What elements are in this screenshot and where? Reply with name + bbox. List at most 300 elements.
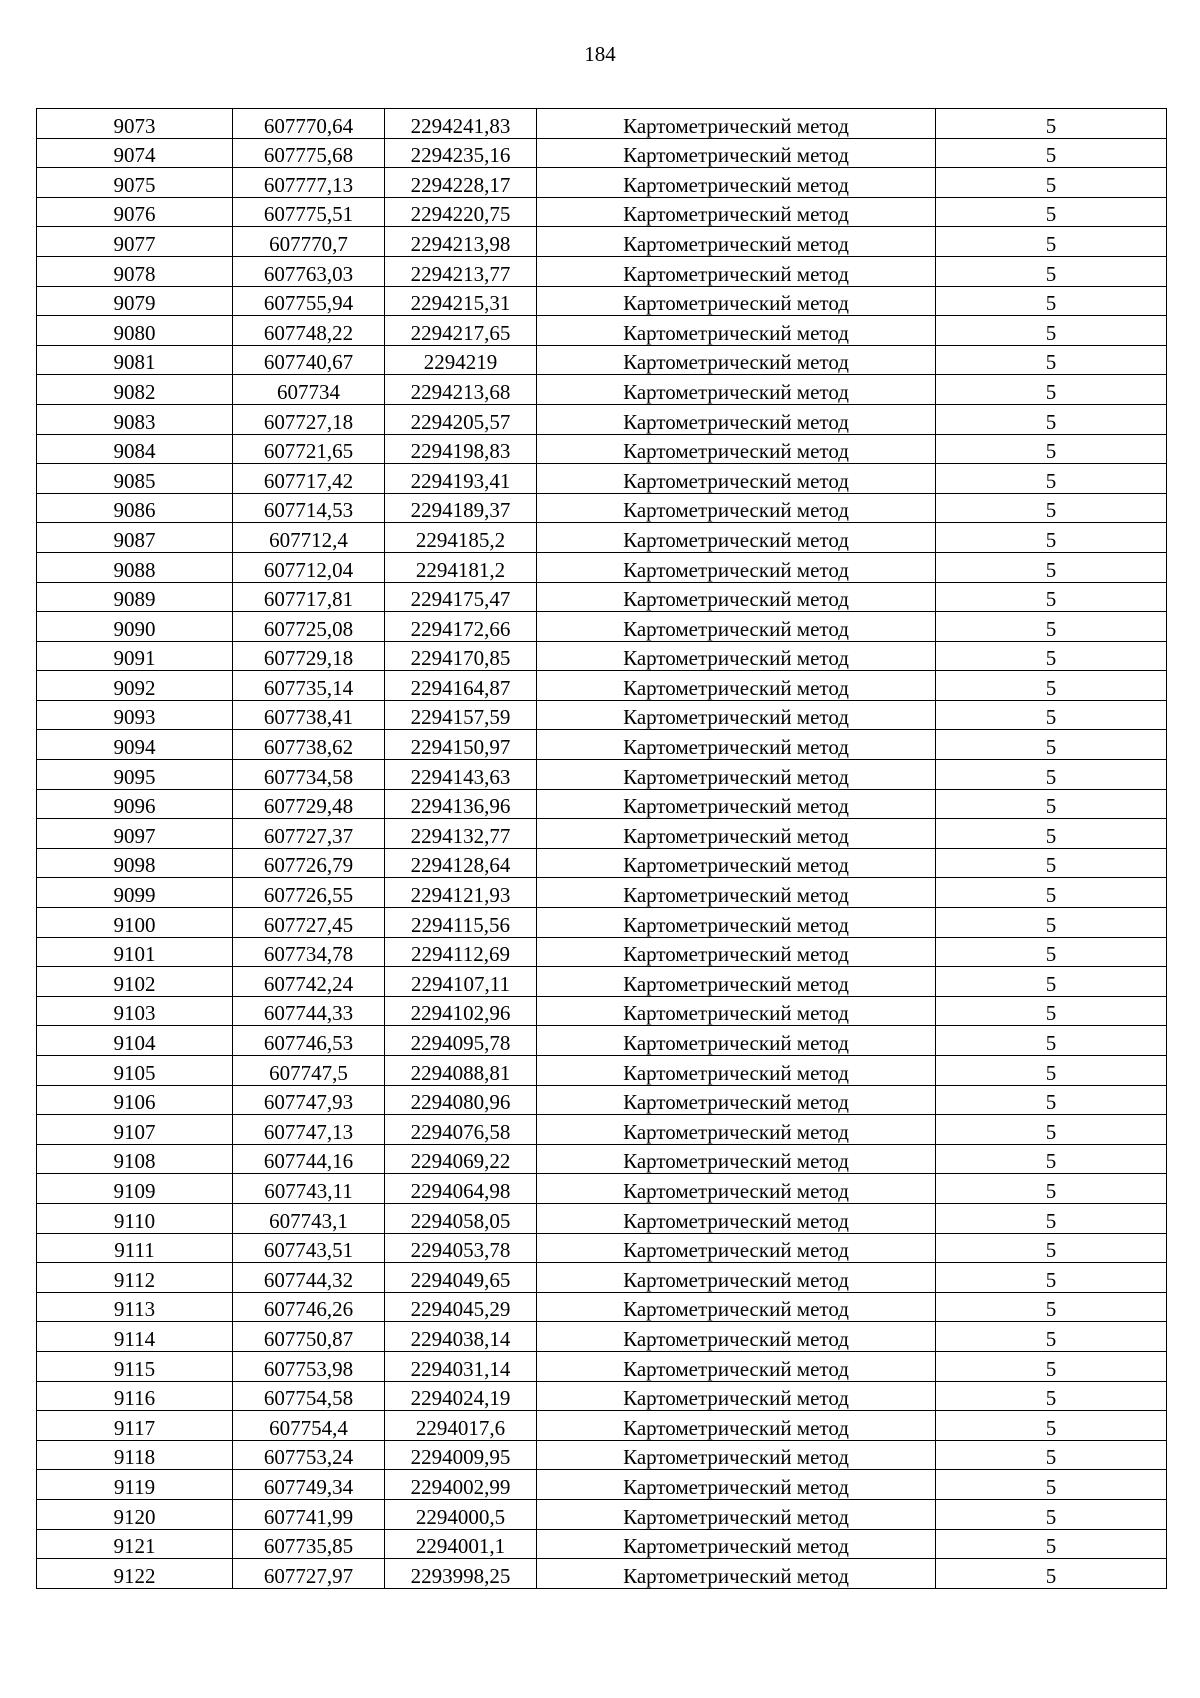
point-number-cell: 9113	[37, 1292, 233, 1322]
table-row	[37, 404, 1167, 434]
point-number-cell: 9083	[37, 404, 233, 434]
method-cell: Картометрический метод	[537, 908, 936, 938]
y-coordinate-cell: 2294241,83	[385, 109, 537, 139]
point-number-cell: 9073	[37, 109, 233, 139]
y-coordinate-cell: 2294181,2	[385, 552, 537, 582]
accuracy-cell: 5	[936, 967, 1167, 997]
point-number-cell: 9110	[37, 1203, 233, 1233]
method-cell: Картометрический метод	[537, 730, 936, 760]
accuracy-cell: 5	[936, 227, 1167, 257]
method-cell: Картометрический метод	[537, 789, 936, 819]
coordinates-table-body	[37, 109, 1167, 1589]
y-coordinate-cell: 2294198,83	[385, 434, 537, 464]
y-coordinate-cell: 2294102,96	[385, 996, 537, 1026]
accuracy-cell: 5	[936, 1322, 1167, 1352]
x-coordinate-cell: 607734,58	[233, 760, 385, 790]
x-coordinate-cell: 607743,1	[233, 1203, 385, 1233]
x-coordinate-cell: 607727,45	[233, 908, 385, 938]
method-cell: Картометрический метод	[537, 671, 936, 701]
point-number-cell: 9074	[37, 138, 233, 168]
x-coordinate-cell: 607742,24	[233, 967, 385, 997]
table-row	[37, 1263, 1167, 1293]
point-number-cell: 9102	[37, 967, 233, 997]
method-cell: Картометрический метод	[537, 1026, 936, 1056]
point-number-cell: 9090	[37, 612, 233, 642]
method-cell: Картометрический метод	[537, 1470, 936, 1500]
x-coordinate-cell: 607726,79	[233, 848, 385, 878]
method-cell: Картометрический метод	[537, 552, 936, 582]
table-row	[37, 700, 1167, 730]
table-row	[37, 937, 1167, 967]
point-number-cell: 9092	[37, 671, 233, 701]
accuracy-cell: 5	[936, 700, 1167, 730]
x-coordinate-cell: 607727,97	[233, 1559, 385, 1589]
accuracy-cell: 5	[936, 1559, 1167, 1589]
x-coordinate-cell: 607735,85	[233, 1529, 385, 1559]
x-coordinate-cell: 607754,4	[233, 1411, 385, 1441]
method-cell: Картометрический метод	[537, 937, 936, 967]
accuracy-cell: 5	[936, 1499, 1167, 1529]
x-coordinate-cell: 607735,14	[233, 671, 385, 701]
x-coordinate-cell: 607734,78	[233, 937, 385, 967]
method-cell: Картометрический метод	[537, 582, 936, 612]
table-row	[37, 168, 1167, 198]
y-coordinate-cell: 2294217,65	[385, 316, 537, 346]
accuracy-cell: 5	[936, 256, 1167, 286]
method-cell: Картометрический метод	[537, 109, 936, 139]
accuracy-cell: 5	[936, 1440, 1167, 1470]
method-cell: Картометрический метод	[537, 286, 936, 316]
x-coordinate-cell: 607740,67	[233, 345, 385, 375]
method-cell: Картометрический метод	[537, 464, 936, 494]
accuracy-cell: 5	[936, 138, 1167, 168]
method-cell: Картометрический метод	[537, 1322, 936, 1352]
table-row	[37, 138, 1167, 168]
table-row	[37, 1322, 1167, 1352]
table-row	[37, 1203, 1167, 1233]
table-row	[37, 1085, 1167, 1115]
x-coordinate-cell: 607744,16	[233, 1144, 385, 1174]
y-coordinate-cell: 2294157,59	[385, 700, 537, 730]
accuracy-cell: 5	[936, 848, 1167, 878]
y-coordinate-cell: 2294189,37	[385, 493, 537, 523]
point-number-cell: 9101	[37, 937, 233, 967]
accuracy-cell: 5	[936, 819, 1167, 849]
x-coordinate-cell: 607727,37	[233, 819, 385, 849]
method-cell: Картометрический метод	[537, 345, 936, 375]
x-coordinate-cell: 607712,04	[233, 552, 385, 582]
method-cell: Картометрический метод	[537, 1056, 936, 1086]
point-number-cell: 9117	[37, 1411, 233, 1441]
table-row	[37, 552, 1167, 582]
accuracy-cell: 5	[936, 1115, 1167, 1145]
y-coordinate-cell: 2294213,68	[385, 375, 537, 405]
table-row	[37, 967, 1167, 997]
table-row	[37, 730, 1167, 760]
y-coordinate-cell: 2294064,98	[385, 1174, 537, 1204]
accuracy-cell: 5	[936, 523, 1167, 553]
x-coordinate-cell: 607721,65	[233, 434, 385, 464]
point-number-cell: 9112	[37, 1263, 233, 1293]
accuracy-cell: 5	[936, 1056, 1167, 1086]
y-coordinate-cell: 2294088,81	[385, 1056, 537, 1086]
x-coordinate-cell: 607755,94	[233, 286, 385, 316]
table-row	[37, 789, 1167, 819]
x-coordinate-cell: 607741,99	[233, 1499, 385, 1529]
table-row	[37, 1529, 1167, 1559]
point-number-cell: 9111	[37, 1233, 233, 1263]
x-coordinate-cell: 607777,13	[233, 168, 385, 198]
method-cell: Картометрический метод	[537, 1085, 936, 1115]
accuracy-cell: 5	[936, 1263, 1167, 1293]
point-number-cell: 9078	[37, 256, 233, 286]
x-coordinate-cell: 607726,55	[233, 878, 385, 908]
method-cell: Картометрический метод	[537, 819, 936, 849]
table-row	[37, 1056, 1167, 1086]
method-cell: Картометрический метод	[537, 168, 936, 198]
y-coordinate-cell: 2294213,98	[385, 227, 537, 257]
accuracy-cell: 5	[936, 1085, 1167, 1115]
y-coordinate-cell: 2294215,31	[385, 286, 537, 316]
method-cell: Картометрический метод	[537, 878, 936, 908]
table-row	[37, 848, 1167, 878]
y-coordinate-cell: 2294172,66	[385, 612, 537, 642]
point-number-cell: 9099	[37, 878, 233, 908]
x-coordinate-cell: 607714,53	[233, 493, 385, 523]
method-cell: Картометрический метод	[537, 316, 936, 346]
accuracy-cell: 5	[936, 1174, 1167, 1204]
point-number-cell: 9087	[37, 523, 233, 553]
accuracy-cell: 5	[936, 760, 1167, 790]
method-cell: Картометрический метод	[537, 138, 936, 168]
x-coordinate-cell: 607747,13	[233, 1115, 385, 1145]
table-row	[37, 1559, 1167, 1589]
y-coordinate-cell: 2294128,64	[385, 848, 537, 878]
y-coordinate-cell: 2294058,05	[385, 1203, 537, 1233]
point-number-cell: 9122	[37, 1559, 233, 1589]
point-number-cell: 9076	[37, 197, 233, 227]
y-coordinate-cell: 2294143,63	[385, 760, 537, 790]
accuracy-cell: 5	[936, 937, 1167, 967]
method-cell: Картометрический метод	[537, 1203, 936, 1233]
table-row	[37, 1292, 1167, 1322]
point-number-cell: 9080	[37, 316, 233, 346]
table-row	[37, 434, 1167, 464]
y-coordinate-cell: 2294001,1	[385, 1529, 537, 1559]
page-number: 184	[584, 42, 616, 66]
table-row	[37, 996, 1167, 1026]
point-number-cell: 9077	[37, 227, 233, 257]
accuracy-cell: 5	[936, 286, 1167, 316]
table-row	[37, 1470, 1167, 1500]
y-coordinate-cell: 2294049,65	[385, 1263, 537, 1293]
point-number-cell: 9107	[37, 1115, 233, 1145]
y-coordinate-cell: 2294107,11	[385, 967, 537, 997]
accuracy-cell: 5	[936, 1411, 1167, 1441]
x-coordinate-cell: 607712,4	[233, 523, 385, 553]
y-coordinate-cell: 2294170,85	[385, 641, 537, 671]
point-number-cell: 9082	[37, 375, 233, 405]
method-cell: Картометрический метод	[537, 1440, 936, 1470]
table-row	[37, 464, 1167, 494]
accuracy-cell: 5	[936, 464, 1167, 494]
table-row	[37, 819, 1167, 849]
x-coordinate-cell: 607734	[233, 375, 385, 405]
point-number-cell: 9097	[37, 819, 233, 849]
y-coordinate-cell: 2294080,96	[385, 1085, 537, 1115]
accuracy-cell: 5	[936, 878, 1167, 908]
method-cell: Картометрический метод	[537, 493, 936, 523]
y-coordinate-cell: 2294235,16	[385, 138, 537, 168]
y-coordinate-cell: 2294069,22	[385, 1144, 537, 1174]
table-row	[37, 375, 1167, 405]
x-coordinate-cell: 607746,53	[233, 1026, 385, 1056]
y-coordinate-cell: 2294009,95	[385, 1440, 537, 1470]
y-coordinate-cell: 2294115,56	[385, 908, 537, 938]
table-row	[37, 1411, 1167, 1441]
x-coordinate-cell: 607748,22	[233, 316, 385, 346]
table-row	[37, 316, 1167, 346]
y-coordinate-cell: 2294136,96	[385, 789, 537, 819]
accuracy-cell: 5	[936, 789, 1167, 819]
point-number-cell: 9093	[37, 700, 233, 730]
y-coordinate-cell: 2294121,93	[385, 878, 537, 908]
y-coordinate-cell: 2294076,58	[385, 1115, 537, 1145]
accuracy-cell: 5	[936, 1292, 1167, 1322]
table-row	[37, 1351, 1167, 1381]
y-coordinate-cell: 2294213,77	[385, 256, 537, 286]
method-cell: Картометрический метод	[537, 227, 936, 257]
accuracy-cell: 5	[936, 493, 1167, 523]
table-row	[37, 1440, 1167, 1470]
x-coordinate-cell: 607749,34	[233, 1470, 385, 1500]
y-coordinate-cell: 2294053,78	[385, 1233, 537, 1263]
method-cell: Картометрический метод	[537, 1381, 936, 1411]
table-row	[37, 641, 1167, 671]
point-number-cell: 9089	[37, 582, 233, 612]
x-coordinate-cell: 607775,68	[233, 138, 385, 168]
x-coordinate-cell: 607744,32	[233, 1263, 385, 1293]
y-coordinate-cell: 2294220,75	[385, 197, 537, 227]
table-row	[37, 1026, 1167, 1056]
x-coordinate-cell: 607729,48	[233, 789, 385, 819]
method-cell: Картометрический метод	[537, 760, 936, 790]
table-row	[37, 1144, 1167, 1174]
y-coordinate-cell: 2294045,29	[385, 1292, 537, 1322]
x-coordinate-cell: 607743,11	[233, 1174, 385, 1204]
method-cell: Картометрический метод	[537, 1115, 936, 1145]
accuracy-cell: 5	[936, 1203, 1167, 1233]
y-coordinate-cell: 2294031,14	[385, 1351, 537, 1381]
point-number-cell: 9091	[37, 641, 233, 671]
table-row	[37, 1499, 1167, 1529]
y-coordinate-cell: 2294095,78	[385, 1026, 537, 1056]
point-number-cell: 9106	[37, 1085, 233, 1115]
point-number-cell: 9085	[37, 464, 233, 494]
accuracy-cell: 5	[936, 434, 1167, 464]
x-coordinate-cell: 607775,51	[233, 197, 385, 227]
point-number-cell: 9118	[37, 1440, 233, 1470]
method-cell: Картометрический метод	[537, 641, 936, 671]
table-row	[37, 197, 1167, 227]
method-cell: Картометрический метод	[537, 996, 936, 1026]
point-number-cell: 9116	[37, 1381, 233, 1411]
x-coordinate-cell: 607727,18	[233, 404, 385, 434]
point-number-cell: 9095	[37, 760, 233, 790]
point-number-cell: 9121	[37, 1529, 233, 1559]
accuracy-cell: 5	[936, 1470, 1167, 1500]
method-cell: Картометрический метод	[537, 404, 936, 434]
table-row	[37, 256, 1167, 286]
x-coordinate-cell: 607753,98	[233, 1351, 385, 1381]
method-cell: Картометрический метод	[537, 434, 936, 464]
point-number-cell: 9108	[37, 1144, 233, 1174]
x-coordinate-cell: 607717,81	[233, 582, 385, 612]
table-row	[37, 286, 1167, 316]
x-coordinate-cell: 607747,5	[233, 1056, 385, 1086]
x-coordinate-cell: 607738,41	[233, 700, 385, 730]
accuracy-cell: 5	[936, 1026, 1167, 1056]
method-cell: Картометрический метод	[537, 523, 936, 553]
method-cell: Картометрический метод	[537, 1559, 936, 1589]
y-coordinate-cell: 2294193,41	[385, 464, 537, 494]
method-cell: Картометрический метод	[537, 1233, 936, 1263]
x-coordinate-cell: 607743,51	[233, 1233, 385, 1263]
accuracy-cell: 5	[936, 375, 1167, 405]
table-row	[37, 227, 1167, 257]
accuracy-cell: 5	[936, 552, 1167, 582]
method-cell: Картометрический метод	[537, 848, 936, 878]
accuracy-cell: 5	[936, 404, 1167, 434]
accuracy-cell: 5	[936, 641, 1167, 671]
point-number-cell: 9105	[37, 1056, 233, 1086]
method-cell: Картометрический метод	[537, 1144, 936, 1174]
x-coordinate-cell: 607770,7	[233, 227, 385, 257]
method-cell: Картометрический метод	[537, 1263, 936, 1293]
y-coordinate-cell: 2294175,47	[385, 582, 537, 612]
x-coordinate-cell: 607747,93	[233, 1085, 385, 1115]
point-number-cell: 9109	[37, 1174, 233, 1204]
accuracy-cell: 5	[936, 316, 1167, 346]
x-coordinate-cell: 607746,26	[233, 1292, 385, 1322]
accuracy-cell: 5	[936, 908, 1167, 938]
accuracy-cell: 5	[936, 345, 1167, 375]
accuracy-cell: 5	[936, 109, 1167, 139]
method-cell: Картометрический метод	[537, 1351, 936, 1381]
y-coordinate-cell: 2294150,97	[385, 730, 537, 760]
y-coordinate-cell: 2294017,6	[385, 1411, 537, 1441]
table-row	[37, 612, 1167, 642]
accuracy-cell: 5	[936, 996, 1167, 1026]
x-coordinate-cell: 607753,24	[233, 1440, 385, 1470]
method-cell: Картометрический метод	[537, 197, 936, 227]
y-coordinate-cell: 2294000,5	[385, 1499, 537, 1529]
y-coordinate-cell: 2294185,2	[385, 523, 537, 553]
y-coordinate-cell: 2294038,14	[385, 1322, 537, 1352]
method-cell: Картометрический метод	[537, 375, 936, 405]
accuracy-cell: 5	[936, 582, 1167, 612]
table-row	[37, 1233, 1167, 1263]
accuracy-cell: 5	[936, 1381, 1167, 1411]
x-coordinate-cell: 607770,64	[233, 109, 385, 139]
point-number-cell: 9075	[37, 168, 233, 198]
point-number-cell: 9086	[37, 493, 233, 523]
y-coordinate-cell: 2294205,57	[385, 404, 537, 434]
accuracy-cell: 5	[936, 197, 1167, 227]
table-row	[37, 760, 1167, 790]
point-number-cell: 9081	[37, 345, 233, 375]
y-coordinate-cell: 2294024,19	[385, 1381, 537, 1411]
point-number-cell: 9084	[37, 434, 233, 464]
coordinates-table	[36, 108, 1167, 1589]
y-coordinate-cell: 2294132,77	[385, 819, 537, 849]
x-coordinate-cell: 607725,08	[233, 612, 385, 642]
x-coordinate-cell: 607744,33	[233, 996, 385, 1026]
table-row	[37, 1381, 1167, 1411]
method-cell: Картометрический метод	[537, 1292, 936, 1322]
table-row	[37, 1174, 1167, 1204]
y-coordinate-cell: 2294002,99	[385, 1470, 537, 1500]
point-number-cell: 9104	[37, 1026, 233, 1056]
accuracy-cell: 5	[936, 612, 1167, 642]
y-coordinate-cell: 2294219	[385, 345, 537, 375]
x-coordinate-cell: 607729,18	[233, 641, 385, 671]
y-coordinate-cell: 2294228,17	[385, 168, 537, 198]
x-coordinate-cell: 607750,87	[233, 1322, 385, 1352]
accuracy-cell: 5	[936, 1233, 1167, 1263]
table-row	[37, 345, 1167, 375]
point-number-cell: 9119	[37, 1470, 233, 1500]
accuracy-cell: 5	[936, 671, 1167, 701]
table-row	[37, 671, 1167, 701]
point-number-cell: 9100	[37, 908, 233, 938]
point-number-cell: 9079	[37, 286, 233, 316]
x-coordinate-cell: 607763,03	[233, 256, 385, 286]
point-number-cell: 9120	[37, 1499, 233, 1529]
table-row	[37, 582, 1167, 612]
point-number-cell: 9094	[37, 730, 233, 760]
table-row	[37, 109, 1167, 139]
table-row	[37, 1115, 1167, 1145]
point-number-cell: 9103	[37, 996, 233, 1026]
method-cell: Картометрический метод	[537, 700, 936, 730]
method-cell: Картометрический метод	[537, 967, 936, 997]
point-number-cell: 9098	[37, 848, 233, 878]
table-row	[37, 523, 1167, 553]
accuracy-cell: 5	[936, 168, 1167, 198]
y-coordinate-cell: 2293998,25	[385, 1559, 537, 1589]
method-cell: Картометрический метод	[537, 1529, 936, 1559]
x-coordinate-cell: 607754,58	[233, 1381, 385, 1411]
table-row	[37, 878, 1167, 908]
point-number-cell: 9096	[37, 789, 233, 819]
accuracy-cell: 5	[936, 1144, 1167, 1174]
x-coordinate-cell: 607717,42	[233, 464, 385, 494]
point-number-cell: 9114	[37, 1322, 233, 1352]
point-number-cell: 9088	[37, 552, 233, 582]
accuracy-cell: 5	[936, 730, 1167, 760]
method-cell: Картометрический метод	[537, 256, 936, 286]
accuracy-cell: 5	[936, 1529, 1167, 1559]
method-cell: Картометрический метод	[537, 1499, 936, 1529]
method-cell: Картометрический метод	[537, 1174, 936, 1204]
point-number-cell: 9115	[37, 1351, 233, 1381]
method-cell: Картометрический метод	[537, 1411, 936, 1441]
y-coordinate-cell: 2294164,87	[385, 671, 537, 701]
method-cell: Картометрический метод	[537, 612, 936, 642]
accuracy-cell: 5	[936, 1351, 1167, 1381]
table-row	[37, 493, 1167, 523]
